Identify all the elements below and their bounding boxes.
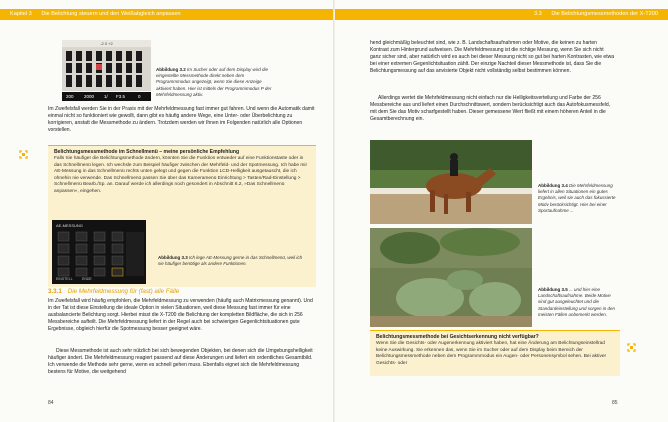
section-title-header: Die Belichtungsmessmethoden der X-T200 <box>551 11 658 17</box>
display-value-ev: 0 <box>138 94 141 99</box>
caption-text: ... und hier eine Landschaftsaufnahme. Beide Motive sind gut ausgeleuchtet und die Standardeinstellung und sorgen in den meisten Fällen unbemerkt werden. <box>538 287 616 317</box>
photo-landscape-agaves <box>370 228 532 327</box>
caption-text: Ich lege AE-Messung gerne in das Schnellmenü, weil ich sie häufiger benötige als andere Funktionen. <box>158 255 303 267</box>
menu-title: AE-MESSUNG <box>56 223 83 228</box>
tip-box-title: Belichtungsmessmethode im Schnellmenü – meine persönliche Empfehlung <box>54 149 240 155</box>
display-status-bar <box>62 92 151 101</box>
tip-icon <box>627 339 636 348</box>
chapter-title: Die Belichtung steuern und den Weißabgleich anpassen <box>41 11 181 17</box>
display-scale: -2 0 +2 <box>62 40 151 47</box>
menu-set-label: EINSTELL <box>56 277 73 281</box>
paragraph: Allerdings wertet die Mehrfeldmessung nicht einfach nur die Helligkeitsverteilung und Farbe der 256 Messbereiche aus und liefert einen Durchschnittswert, sondern berücksichtigt auch das Autofokusmessfeld, mit dem Sie das Motiv scharfgestellt haben. Dieser gemessene Wert fließt mit einem höheren Anteil in die Gesamtberechnung ein. <box>370 95 611 122</box>
page-number: 84 <box>48 400 54 406</box>
section-title: Die Mehrfeldmessung für (fast) alle Fälle <box>67 288 180 295</box>
display-value-iso: 200 <box>66 94 74 99</box>
figure-caption-3-2 <box>156 67 276 98</box>
page-number: 85 <box>612 400 618 406</box>
chapter-label: Kapitel 3 <box>10 11 32 17</box>
camera-display-image <box>62 40 151 91</box>
note-box <box>370 330 620 376</box>
display-value-shutter: 1/ <box>104 94 108 99</box>
display-value-aperture: F3.5 <box>116 94 126 99</box>
paragraph: Diese Messmethode ist auch sehr nützlich bei sich bewegenden Objekten, bei denen sich die Umgebungshelligkeit häufiger ändert. Die Mehrfeldmessung reagiert passend auf diese Änderungen und liefert ein ordentliches Gesamtbild. Ich verwende die Methode sehr gerne, wenn es schnell gehen muss. Ebenfalls eignet sich die Mehrfeldmessung bestens für Motive, die weitgehend <box>48 348 313 375</box>
menu-grid <box>52 230 146 278</box>
photo-dressage-rider <box>370 140 532 224</box>
display-value-shots: 2000 <box>84 94 95 99</box>
right-running-header <box>335 9 668 20</box>
caption-label: Abbildung 3.3 <box>158 255 188 260</box>
paragraph: Im Zweifelsfall werden Sie in der Praxis mit der Mehrfeldmessung fast immer gut fahren. Und wenn die Automatik damit einmal nicht so funktioniert wie gewollt, dann gibt es häufig andere Wege, eine Unter- oder Überbelichtung zu korrigieren, anstatt die Messmethode zu ändern. Trotzdem werden wir Ihnen im Folgenden natürlich alle Optionen vorstellen. <box>48 106 315 133</box>
page-gutter <box>333 0 335 422</box>
note-box-title: Belichtungsmessmethode bei Gesichtserkennung nicht verfügbar? <box>376 334 539 340</box>
section-heading <box>48 288 179 295</box>
figure-caption-3-5 <box>538 287 620 318</box>
section-number-header: 3.3 <box>534 11 542 17</box>
tip-box-body: Falls Sie häufiger die Belichtungsmethode ändern, könnten Sie die Funktion entweder auf eine Funktionstaste oder in das Schnellmenü legen. Ich wechsle zum Beispiel häufiger zwischen der Mehrfeld- und der Spotmessung. Ich habe mir AE-Messung in das Schnellmenü rechts unten gelegt und gegen die Funktion LCD-Helligkeit ausgetauscht, die ich ohnehin nie verwende. Das Schnellmenü passen Sie über das Kameramenü Einrichtung > Tasten/Rad-Einstellung > Schnellmenü Bearb./Sp. an. Darauf werde ich allerdings noch gesondert in Abschnitt 6.2, »Das Schnellmenü anpassen«, eingehen. <box>54 156 308 194</box>
display-icons <box>62 47 151 91</box>
caption-text: Die Mehrfeldmessung liefert in allen Situationen ein gutes Ergebnis, weil sie auch das fokussierte Motiv berücksichtigt. Hier bei einer Sportaufnahme ... <box>538 183 616 213</box>
caption-label: Abbildung 3.4 <box>538 183 568 188</box>
tip-icon <box>19 146 28 155</box>
note-box-body: Wenn Sie die Gesichts- oder Augenerkennung aktiviert haben, hat eine Änderung am Belichtungseinstellrad keine Auswirkung. Sie erkennen das, wenn Sie im Sucher oder auf dem Display beim Bereich der Belichtungsmessmethode neben dem Programmmodus ein Augen- oder Personensymbol sehen. Bei aktiver Gesichts- oder <box>376 341 607 366</box>
paragraph: hend gleichmäßig beleuchtet sind, wie z. B. Landschaftsaufnahmen oder Motive, die keinen zu harten Kontrast zum Hintergrund aufweisen. Die Mehrfeldmessung ist die richtige Messung, wenn Sie sich nicht ganz sicher sind, aber natürlich wird es auch bei dieser Messung nicht so gut bei harten Kontrasten, wie etwa bei einer extremen Gegenlichtsituation zählt. Der einzige Nachteil dieser Messmethode ist, dass Sie die Belichtungsmessung auf das anvisierte Objekt nicht vollständig selbst bestimmen können. <box>370 40 615 74</box>
caption-label: Abbildung 3.2 <box>156 67 186 72</box>
paragraph: Im Zweifelsfall wird häufig empfohlen, die Mehrfeldmessung zu verwenden (häufig auch Matrixmessung genannt). Und in der Tat ist diese Einstellung die ideale Option in vielen Situationen, weil diese Messung fast immer für eine ausbalancierte Belichtung sorgt. Hierbei misst die X-T200 die Belichtung der kompletten Bildfläche, die sich in 256 Messbereiche aufteilt. Die Mehrfeldmessung liefert in der Regel auch bei schwierigen Gegenlichtsituationen gute Ergebnisse, obgleich hierfür die Spotmessung besser geeignet wäre. <box>48 298 313 332</box>
figure-caption-3-4 <box>538 183 620 214</box>
caption-text: Im Sucher oder auf dem Display wird die eingestellte Messmethode direkt neben dem Programmmodus angezeigt, wenn Sie diese Anzeige aktiviert haben. Hier ist mittels der Programmmodus P der Mehrfeldmessung aktiv. <box>156 67 272 97</box>
figure-caption-3-3 <box>158 255 308 267</box>
menu-end-label: ENDE <box>82 277 92 281</box>
caption-label: Abbildung 3.5 <box>538 287 568 292</box>
section-number: 3.3.1 <box>48 288 62 295</box>
quick-menu-screenshot <box>52 220 146 284</box>
left-running-header <box>0 9 333 20</box>
